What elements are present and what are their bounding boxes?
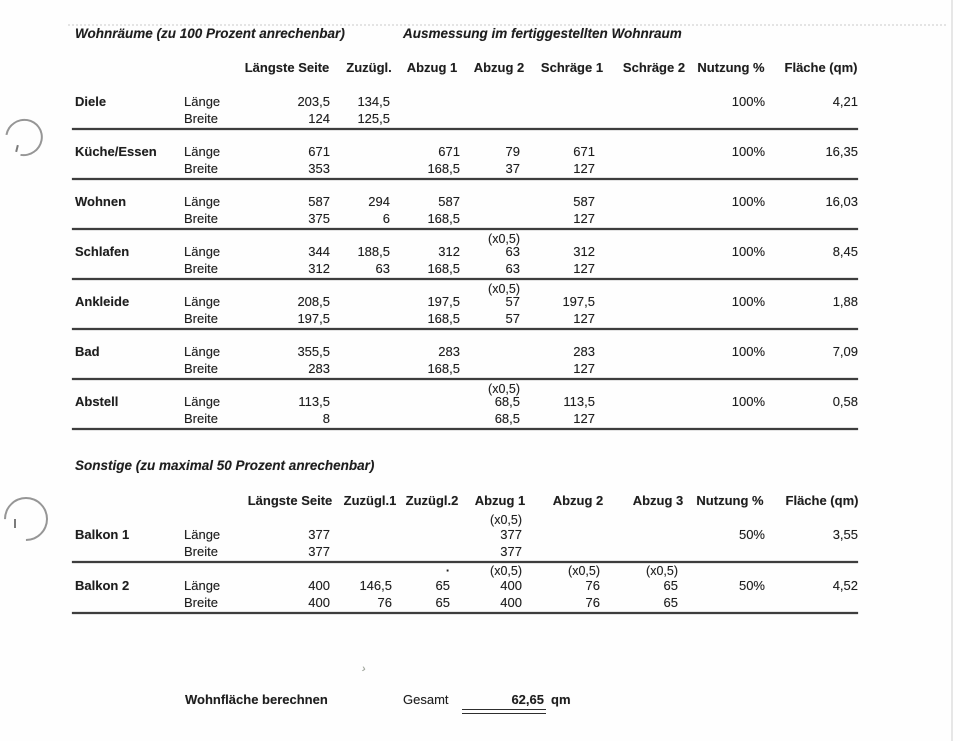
cell-value: 127	[573, 311, 595, 326]
cell-value: 197,5	[427, 294, 460, 309]
cell-value: 312	[573, 244, 595, 259]
cell-value: 68,5	[494, 411, 520, 426]
section-title: Sonstige (zu maximal 50 Prozent anrechenbar)	[75, 458, 375, 473]
usage-percent: 100%	[731, 194, 765, 209]
factor-note: (x0,5)	[488, 282, 520, 296]
factor-note: (x0,5)	[488, 382, 520, 396]
punch-hole-mark	[0, 488, 57, 550]
table-row	[72, 230, 858, 280]
column-header: Nutzung %	[697, 60, 765, 75]
dim-label: Breite	[184, 111, 218, 126]
page-title: Wohnräume (zu 100 Prozent anrechenbar)	[75, 26, 345, 41]
cell-value: 168,5	[427, 161, 460, 176]
dim-label: Länge	[184, 294, 221, 309]
dim-label: Länge	[184, 244, 221, 259]
table-row	[72, 512, 858, 563]
area-value: 7,09	[832, 344, 858, 359]
room-name: Diele	[75, 94, 107, 109]
dim-label: Breite	[184, 161, 218, 176]
cell-value: 37	[505, 161, 520, 176]
cell-value: 671	[438, 144, 460, 159]
cell-value: 400	[308, 595, 330, 610]
cell-value: 127	[573, 361, 595, 376]
dim-label: Länge	[184, 578, 221, 593]
cell-value: 65	[663, 578, 678, 593]
cell-value: 203,5	[297, 94, 330, 109]
cell-value: 355,5	[297, 344, 330, 359]
column-header: Zuzügl.	[346, 60, 392, 75]
usage-percent: 100%	[731, 294, 765, 309]
usage-percent: 100%	[731, 144, 765, 159]
cell-value: 375	[308, 211, 330, 226]
column-header: Abzug 2	[552, 493, 604, 508]
scan-artifact: ›	[360, 662, 367, 676]
cell-value: 57	[505, 294, 520, 309]
area-value: 16,03	[825, 194, 858, 209]
column-header: Zuzügl.1	[343, 493, 397, 508]
area-value: 4,21	[832, 94, 858, 109]
room-name: Balkon 1	[75, 527, 130, 542]
cell-value: 197,5	[562, 294, 595, 309]
dim-label: Breite	[184, 411, 218, 426]
area-value: 3,55	[832, 527, 858, 542]
cell-value: 671	[308, 144, 330, 159]
room-name: Ankleide	[75, 294, 130, 309]
table-row	[72, 563, 858, 614]
row-divider	[72, 612, 858, 614]
dim-label: Breite	[184, 361, 218, 376]
cell-value: 312	[438, 244, 460, 259]
cell-value: 65	[663, 595, 678, 610]
factor-note: (x0,5)	[488, 232, 520, 246]
column-header: Abzug 1	[406, 60, 458, 75]
dim-label: Breite	[184, 544, 218, 559]
column-header: Schräge 1	[540, 60, 604, 75]
cell-value: 587	[438, 194, 460, 209]
cell-value: 400	[500, 578, 522, 593]
cell-value: 400	[500, 595, 522, 610]
cell-value: 197,5	[297, 311, 330, 326]
table-row	[72, 130, 858, 180]
dim-label: Länge	[184, 144, 221, 159]
area-value: 8,45	[832, 244, 858, 259]
cell-value: 400	[308, 578, 330, 593]
cell-value: 283	[308, 361, 330, 376]
factor-note: (x0,5)	[646, 564, 678, 578]
page-edge-line	[951, 0, 953, 741]
dim-label: Breite	[184, 595, 218, 610]
cell-value: 377	[500, 544, 522, 559]
table-row	[72, 280, 858, 330]
cell-value: 344	[308, 244, 330, 259]
cell-value: 125,5	[357, 111, 390, 126]
column-header: Abzug 2	[473, 60, 525, 75]
cell-value: 587	[573, 194, 595, 209]
table-row	[72, 180, 858, 230]
column-header: Abzug 1	[474, 493, 526, 508]
column-header: Schräge 2	[622, 60, 686, 75]
factor-note: (x0,5)	[568, 564, 600, 578]
cell-value: 168,5	[427, 211, 460, 226]
area-value: 4,52	[832, 578, 858, 593]
cell-value: 8	[322, 411, 330, 426]
dim-label: Breite	[184, 261, 218, 276]
scan-artifact	[14, 519, 16, 528]
room-name: Abstell	[75, 394, 119, 409]
dim-label: Länge	[184, 94, 221, 109]
cell-value: 283	[438, 344, 460, 359]
usage-percent: 100%	[731, 244, 765, 259]
room-name: Balkon 2	[75, 578, 130, 593]
table-row	[72, 380, 858, 430]
cell-value: 127	[573, 261, 595, 276]
calc-area-label: Wohnfläche berechnen	[185, 692, 328, 707]
punch-hole-mark	[0, 111, 50, 163]
total-label: Gesamt	[403, 692, 449, 707]
cell-value: 134,5	[357, 94, 390, 109]
total-unit: qm	[551, 692, 571, 707]
cell-value: 76	[377, 595, 392, 610]
cell-value: 127	[573, 161, 595, 176]
cell-value: 283	[573, 344, 595, 359]
total-double-underline	[462, 709, 546, 714]
cell-value: 76	[585, 595, 600, 610]
cell-value: 57	[505, 311, 520, 326]
table-row	[72, 330, 858, 380]
room-name: Schlafen	[75, 244, 130, 259]
row-divider	[72, 428, 858, 430]
cell-value: 127	[573, 211, 595, 226]
page-subtitle: Ausmessung im fertiggestellten Wohnraum	[403, 26, 682, 41]
cell-value: 377	[500, 527, 522, 542]
column-header: Fläche (qm)	[784, 60, 858, 75]
room-name: Wohnen	[75, 194, 127, 209]
room-name: Bad	[75, 344, 100, 359]
cell-value: 65	[435, 595, 450, 610]
dim-label: Länge	[184, 344, 221, 359]
dim-label: Breite	[184, 311, 218, 326]
cell-value: 312	[308, 261, 330, 276]
cell-value: 113,5	[563, 394, 595, 409]
column-header: Nutzung %	[696, 493, 764, 508]
cell-value: 168,5	[427, 311, 460, 326]
cell-value: 168,5	[427, 261, 460, 276]
cell-value: 188,5	[357, 244, 390, 259]
dim-label: Länge	[184, 394, 221, 409]
cell-value: 68,5	[494, 394, 520, 409]
area-value: 0,58	[832, 394, 858, 409]
cell-value: 65	[435, 578, 450, 593]
cell-value: 208,5	[297, 294, 330, 309]
cell-value: 353	[308, 161, 330, 176]
column-header: Zuzügl.2	[405, 493, 459, 508]
usage-percent: 100%	[731, 394, 765, 409]
room-name: Küche/Essen	[75, 144, 157, 159]
usage-percent: 50%	[738, 578, 765, 593]
cell-value: 6	[382, 211, 390, 226]
cell-value: 63	[505, 244, 520, 259]
usage-percent: 100%	[731, 94, 765, 109]
cell-value: 76	[585, 578, 600, 593]
total-value: 62,65	[511, 692, 544, 707]
cell-value: 377	[308, 527, 330, 542]
column-header: Fläche (qm)	[785, 493, 859, 508]
cell-value: 79	[505, 144, 520, 159]
factor-note: (x0,5)	[490, 513, 522, 527]
cell-value: 113,5	[298, 394, 330, 409]
usage-percent: 50%	[738, 527, 765, 542]
dim-label: Länge	[184, 194, 221, 209]
factor-note: (x0,5)	[490, 564, 522, 578]
cell-value: 671	[573, 144, 595, 159]
cell-value: 63	[505, 261, 520, 276]
cell-value: 146,5	[359, 578, 392, 593]
scan-dot-mark: ·	[445, 564, 450, 578]
column-header: Längste Seite	[247, 493, 333, 508]
dim-label: Länge	[184, 527, 221, 542]
column-header: Längste Seite	[244, 60, 330, 75]
column-header: Abzug 3	[632, 493, 684, 508]
cell-value: 127	[573, 411, 595, 426]
cell-value: 168,5	[427, 361, 460, 376]
area-value: 16,35	[825, 144, 858, 159]
cell-value: 294	[368, 194, 390, 209]
table-row	[72, 80, 858, 130]
usage-percent: 100%	[731, 344, 765, 359]
area-value: 1,88	[832, 294, 858, 309]
dim-label: Breite	[184, 211, 218, 226]
cell-value: 63	[375, 261, 390, 276]
cell-value: 124	[308, 111, 330, 126]
cell-value: 587	[308, 194, 330, 209]
cell-value: 377	[308, 544, 330, 559]
